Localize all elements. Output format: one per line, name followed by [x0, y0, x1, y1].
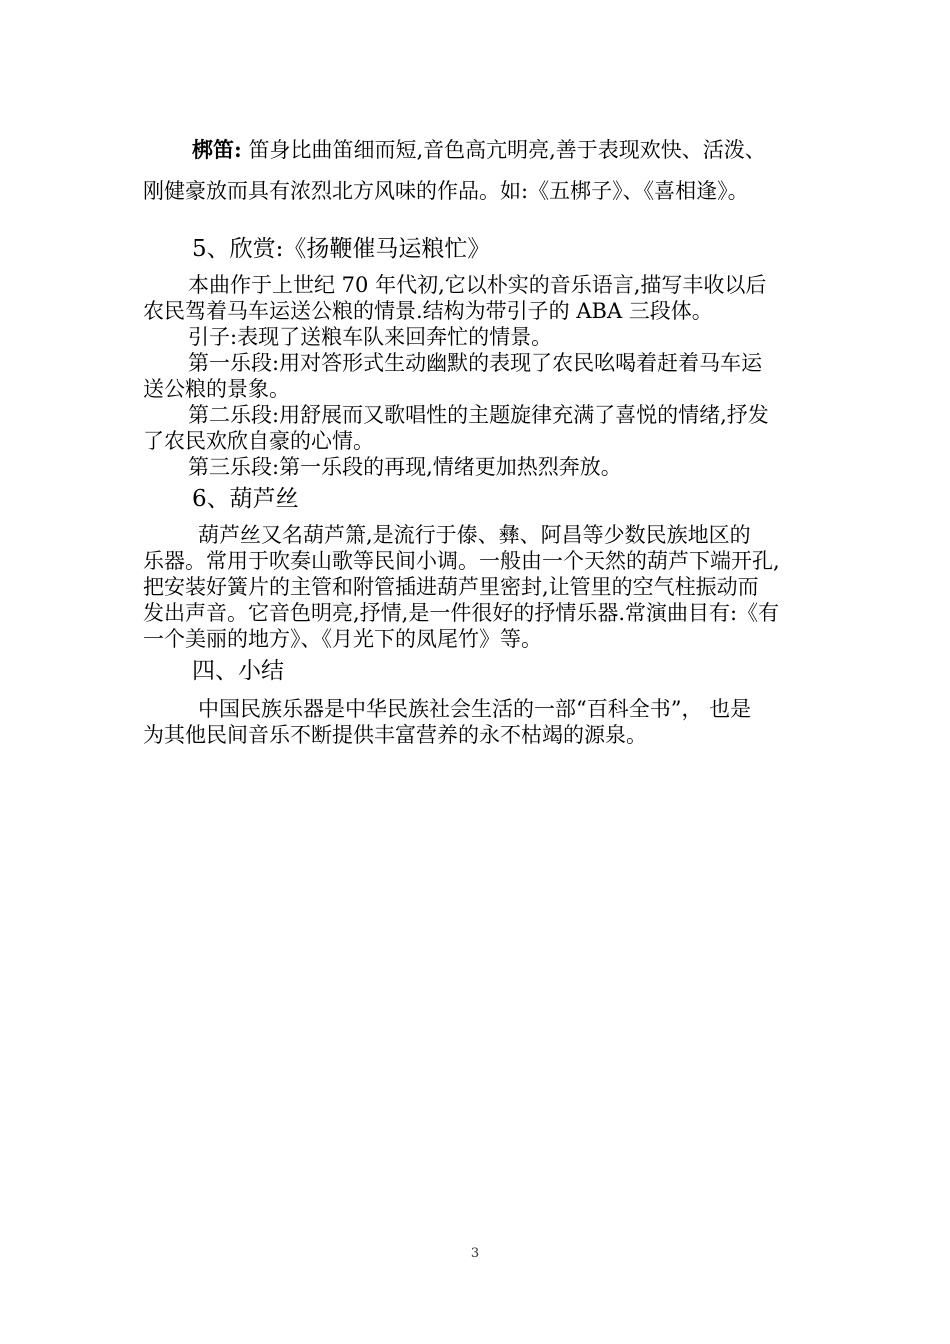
section6-line-3: 把安装好簧片的主管和附管插进葫芦里密封,让管里的空气柱振动而 [143, 575, 759, 599]
section5-line-1: 本曲作于上世纪 70 年代初,它以朴实的音乐语言,描写丰收以后 [188, 273, 767, 297]
section5-line-8: 第三乐段:第一乐段的再现,情绪更加热烈奔放。 [188, 455, 622, 479]
section5-line-7: 了农民欢欣自豪的心情。 [143, 429, 374, 453]
page-number: 3 [470, 1246, 480, 1261]
section5-line-6: 第二乐段:用舒展而又歌唱性的主题旋律充满了喜悦的情绪,抒发 [188, 403, 769, 427]
section5-line-5: 送公粮的景象。 [143, 377, 290, 401]
section5-line-3: 引子:表现了送粮车队来回奔忙的情景。 [188, 325, 553, 349]
section5-line-2: 农民驾着马车运送公粮的情景.结构为带引子的 ABA 三段体。 [143, 299, 713, 323]
section6-heading: 6、葫芦丝 [192, 486, 299, 512]
section4-line-2: 为其他民间音乐不断提供丰富营养的永不枯竭的源泉。 [143, 723, 647, 747]
bangdi-term: 梆笛: [192, 137, 242, 162]
bangdi-text-1: 笛身比曲笛细而短,音色高亢明亮,善于表现欢快、活泼、 [241, 138, 766, 162]
section6-line-2: 乐器。常用于吹奏山歌等民间小调。一般由一个天然的葫芦下端开孔, [143, 549, 780, 573]
section6-line-1: 葫芦丝又名葫芦箫,是流行于傣、彝、阿昌等少数民族地区的 [198, 523, 751, 547]
bangdi-line-1 [192, 137, 766, 163]
section4-heading: 四、小结 [192, 658, 284, 684]
section6-line-5: 一个美丽的地方》、《月光下的凤尾竹》等。 [143, 627, 542, 651]
section4-line-1: 中国民族乐器是中华民族社会生活的一部“百科全书”， 也是 [198, 697, 752, 721]
section5-heading: 5、欣赏:《扬鞭催马运粮忙》 [192, 236, 491, 262]
bangdi-line-2: 刚健豪放而具有浓烈北方风味的作品。如:《五梆子》、《喜相逢》。 [143, 179, 749, 203]
section5-line-4: 第一乐段:用对答形式生动幽默的表现了农民吆喝着赶着马车运 [188, 351, 763, 375]
section6-line-4: 发出声音。它音色明亮,抒情,是一件很好的抒情乐器.常演曲目有:《有 [143, 601, 780, 625]
